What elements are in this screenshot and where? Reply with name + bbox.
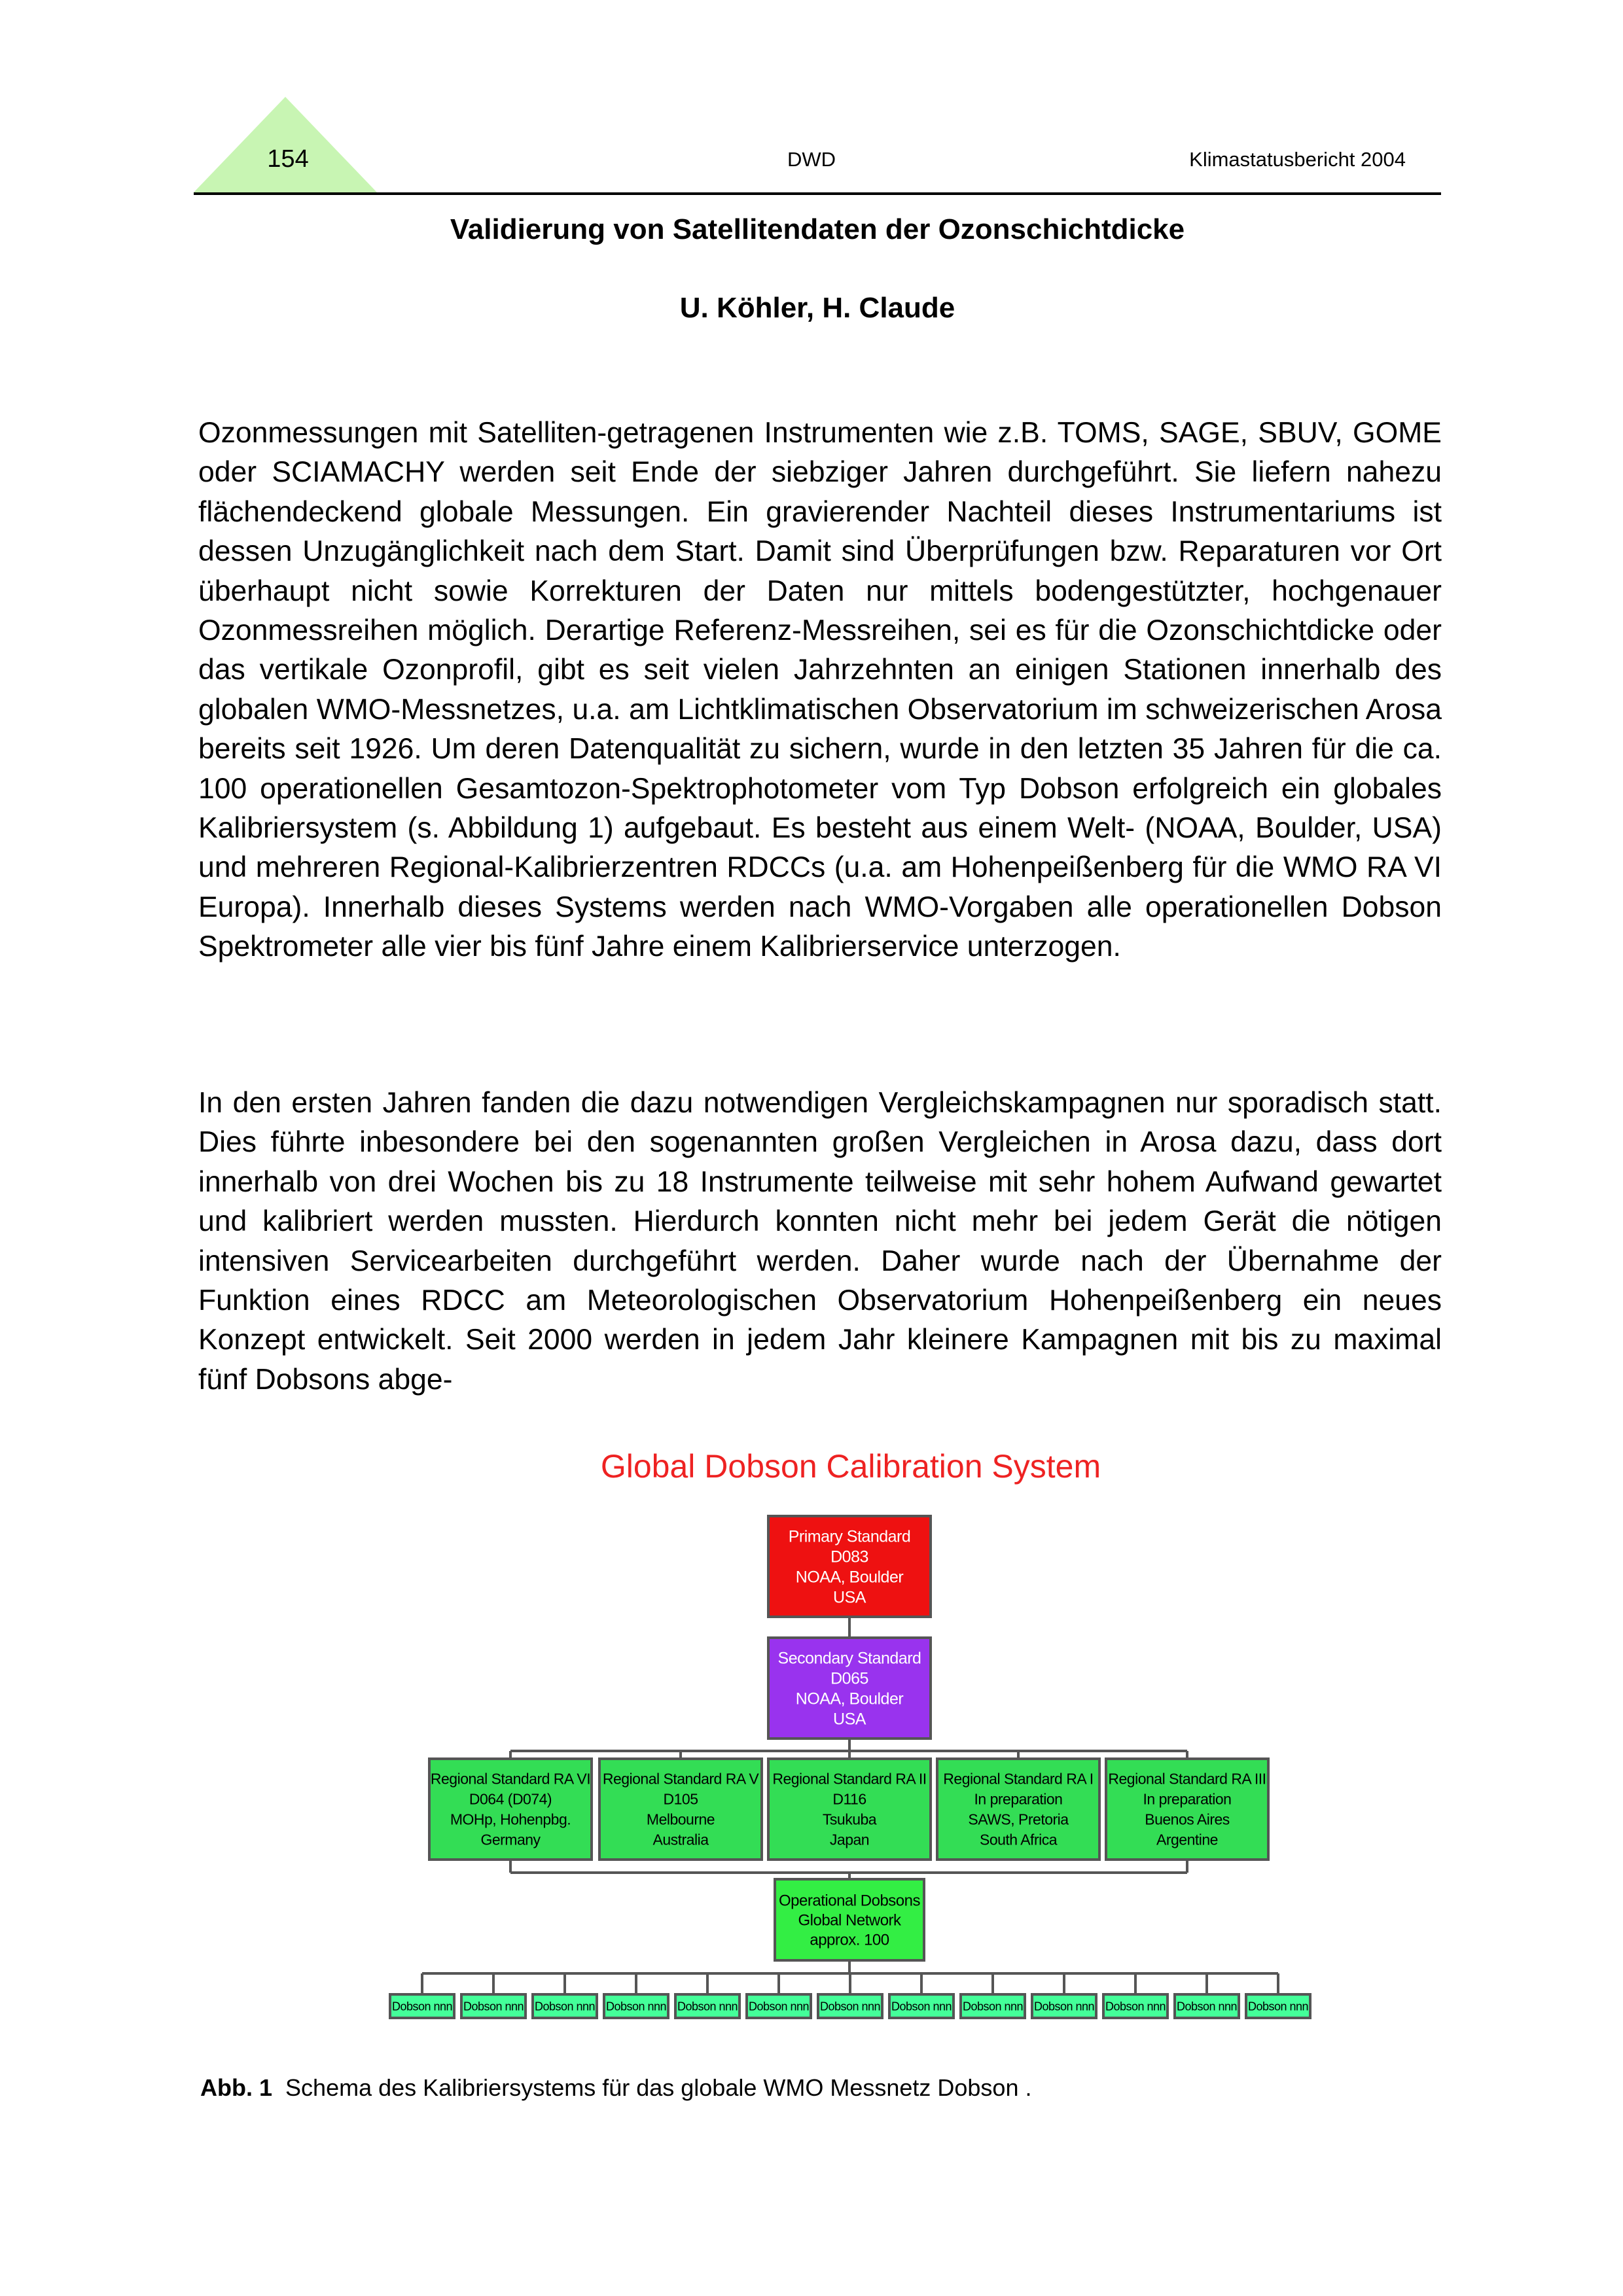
article-title: Validierung von Satellitendaten der Ozonschichtdicke [450, 213, 1185, 245]
regional-standard-box-1-line-3: MOHp, Hohenpbg. [450, 1810, 571, 1828]
dobson-leaf-box-12-line-1: Dobson nnn [1176, 2000, 1238, 2013]
secondary-standard-box-line-2: D065 [830, 1669, 868, 1688]
regional-standard-box-5-line-4: Argentine [1156, 1831, 1218, 1848]
dobson-leaf-box-3-line-1: Dobson nnn [534, 2000, 596, 2013]
dobson-leaf-box-6-line-1: Dobson nnn [748, 2000, 810, 2013]
regional-standard-box-2-line-1: Regional Standard RA V [602, 1770, 759, 1788]
regional-standard-box-2-line-4: Australia [652, 1831, 709, 1848]
secondary-standard-box-line-1: Secondary Standard [777, 1649, 921, 1668]
header-rule [194, 192, 1441, 195]
regional-standard-box-1-line-4: Germany [480, 1831, 541, 1848]
secondary-standard-box-line-4: USA [833, 1710, 866, 1729]
page-number-tab [194, 97, 377, 192]
regional-standard-box-1-line-2: D064 (D074) [469, 1790, 552, 1808]
body-paragraph-1: Ozonmessungen mit Satelliten-getragenen Instrumenten wie z.B. TOMS, SAGE, SBUV, GOME oder SCIAMACHY werden seit Ende der siebziger Jahren durchgeführt. Sie liefern nahezu flächendeckend globale Messungen. Ein gravierender Nachteil dieses Instrumentariums ist dessen Unzugänglichkeit nach dem Start. Damit sind Überprüfungen bzw. Reparaturen vor Ort überhaupt nicht sowie Korrekturen der Daten nur mittels bodengestützter, hochgenauer Ozonmessreihen möglich. Derartige Referenz-Messreihen, sei es für die Ozonschichtdicke oder das vertikale Ozonprofil, gibt es seit vielen Jahrzehnten an einigen Stationen innerhalb des globalen WMO-Messnetzes, u.a. am Lichtklimatischen Observatorium im schweizerischen Arosa bereits seit 1926. Um deren Datenqualität zu sichern, wurde in den letzten 35 Jahren für die ca. 100 operationellen Gesamtozon-Spektrophotometer vom Typ Dobson erfolgreich ein globales Kalibriersystem (s. Abbildung 1) aufgebaut. Es besteht aus einem Welt- (NOAA, Boulder, USA) und mehreren Regional-Kalibrierzentren RDCCs (u.a. am Hohenpeißenberg für die WMO RA VI Europa). Innerhalb dieses Systems werden nach WMO-Vorgaben alle operationellen Dobson Spektrometer alle vier bis fünf Jahre einem Kalibrierservice unterzogen. [198, 417, 1442, 963]
primary-standard-box-line-1: Primary Standard [788, 1527, 911, 1546]
regional-standard-box-3-line-4: Japan [829, 1831, 870, 1848]
regional-standard-box-5-line-2: In preparation [1143, 1790, 1232, 1808]
regional-standard-box-4-line-2: In preparation [974, 1790, 1063, 1808]
body-paragraph-2: In den ersten Jahren fanden die dazu notwendigen Vergleichskampagnen nur sporadisch statt. Dies führte inbesondere bei den sogenannten großen Vergleichen in Arosa dazu, dass dort innerhalb von drei Wochen bis zu 18 Instrumente teilweise mit sehr hohem Aufwand gewartet und kalibriert werden mussten. Hierdurch konnten nicht mehr bei jedem Gerät die nötigen intensiven Servicearbeiten durchgeführt werden. Daher wurde nach der Übernahme der Funktion eines RDCC am Meteorologischen Observatorium Hohenpeißenberg ein neues Konzept entwickelt. Seit 2000 werden in jedem Jahr kleinere Kampagnen mit bis zu maximal fünf Dobsons abge- [198, 1087, 1442, 1396]
figure-caption [200, 2074, 1031, 2102]
dobson-leaf-box-11-line-1: Dobson nnn [1105, 2000, 1166, 2013]
regional-standard-box-3-line-3: Tsukuba [822, 1810, 877, 1828]
dobson-leaf-box-1-line-1: Dobson nnn [391, 2000, 453, 2013]
primary-standard-box-line-4: USA [833, 1588, 866, 1607]
primary-standard-box-line-2: D083 [830, 1547, 868, 1566]
caption-label: Abb. 1 [200, 2074, 273, 2101]
operational-dobsons-box-line-1: Operational Dobsons [779, 1892, 920, 1910]
regional-standard-box-2-line-3: Melbourne [646, 1810, 715, 1828]
calibration-org-chart [0, 1439, 1623, 2048]
primary-standard-box-line-3: NOAA, Boulder [795, 1568, 904, 1587]
dobson-leaf-box-2-line-1: Dobson nnn [463, 2000, 524, 2013]
dobson-leaf-box-4-line-1: Dobson nnn [605, 2000, 667, 2013]
regional-standard-box-2-line-2: D105 [663, 1790, 698, 1808]
dobson-leaf-box-8-line-1: Dobson nnn [891, 2000, 952, 2013]
regional-standard-box-5-line-1: Regional Standard RA III [1108, 1770, 1266, 1788]
secondary-standard-box-line-3: NOAA, Boulder [795, 1689, 904, 1708]
caption-text: Schema des Kalibriersystems für das globale WMO Messnetz Dobson . [285, 2074, 1032, 2101]
regional-standard-box-3-line-1: Regional Standard RA II [772, 1770, 927, 1788]
operational-dobsons-box-line-3: approx. 100 [810, 1931, 889, 1949]
regional-standard-box-1-line-1: Regional Standard RA VI [430, 1770, 591, 1788]
article-authors: U. Köhler, H. Claude [679, 292, 955, 324]
regional-standard-box-5-line-3: Buenos Aires [1145, 1810, 1230, 1828]
dobson-leaf-box-9-line-1: Dobson nnn [962, 2000, 1024, 2013]
dobson-leaf-box-7-line-1: Dobson nnn [819, 2000, 881, 2013]
dobson-leaf-box-10-line-1: Dobson nnn [1033, 2000, 1095, 2013]
regional-standard-box-4-line-4: South Africa [979, 1831, 1058, 1848]
header-publisher: DWD [787, 148, 836, 171]
dobson-leaf-box-5-line-1: Dobson nnn [677, 2000, 738, 2013]
regional-standard-box-4-line-3: SAWS, Pretoria [968, 1810, 1069, 1828]
regional-standard-box-4-line-1: Regional Standard RA I [943, 1770, 1094, 1788]
dobson-leaf-box-13-line-1: Dobson nnn [1247, 2000, 1309, 2013]
operational-dobsons-box-line-2: Global Network [798, 1911, 901, 1930]
page-number: 154 [267, 145, 309, 173]
figure-title: Global Dobson Calibration System [600, 1448, 1101, 1485]
regional-standard-box-3-line-2: D116 [832, 1790, 866, 1808]
header-report-title: Klimastatusbericht 2004 [1189, 148, 1406, 171]
